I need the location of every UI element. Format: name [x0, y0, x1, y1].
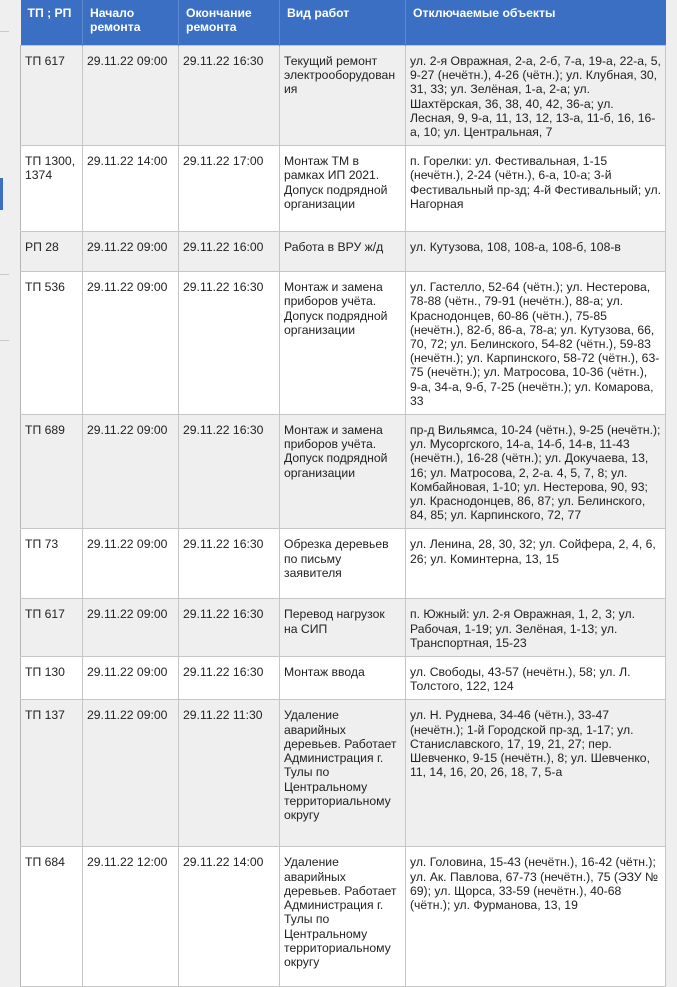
table-row [21, 146, 666, 232]
cell-start: 29.11.22 09:00 [83, 415, 179, 529]
cell-objects: ул. 2-я Овражная, 2-а, 2-б, 7-а, 19-а, 22-а, 5, 9-27 (нечётн.), 4-26 (чётн.); ул. Клубная, 30, 31, 33; ул. Зелёная, 1-а, 2-а; ул. Шахтёрская, 36, 38, 40, 42, 36-а; ул. Лесная, 9, 9-а, 11, 13, 12, 13-а, 11-б, 16, 16-а, 10; ул. Центральная, 7 [406, 46, 666, 146]
cell-objects: ул. Головина, 15-43 (нечётн.), 16-42 (чётн.); ул. Ак. Павлова, 67-73 (нечётн.), 75 (ЭЗУ № 69); ул. Щорса, 33-59 (нечётн.), 40-68 (чётн.); ул. Фурманова, 13, 19 [406, 847, 666, 987]
cell-station: ТП 73 [21, 529, 83, 599]
cell-objects: пр-д Вильямса, 10-24 (чётн.), 9-25 (нечётн.); ул. Мусоргского, 14-а, 14-б, 14-в, 11-43 (нечётн.), 16-28 (чётн.); ул. Докучаева, 13, 16; ул. Матросова, 2, 2-а. 4, 5, 7, 8; ул. Комбайновая, 1-10; ул. Нестерова, 90, 93; ул. Краснодонцев, 86, 87; ул. Белинского, 84, 85; ул. Карпинского, 72, 77 [406, 415, 666, 529]
cell-end: 29.11.22 16:30 [179, 657, 280, 700]
column-header-start: Начало ремонта [83, 0, 179, 46]
power-outage-schedule-table [20, 0, 666, 987]
column-header-work-type: Вид работ [280, 0, 406, 46]
cell-start: 29.11.22 09:00 [83, 232, 179, 272]
table-header [21, 0, 666, 46]
cell-station: ТП 617 [21, 46, 83, 146]
cell-objects: ул. Кутузова, 108, 108-а, 108-б, 108-в [406, 232, 666, 272]
table-row [21, 700, 666, 847]
cell-work-type: Перевод нагрузок на СИП [280, 599, 406, 657]
cell-work-type: Текущий ремонт электрооборудования [280, 46, 406, 146]
cell-station: РП 28 [21, 232, 83, 272]
cell-start: 29.11.22 09:00 [83, 529, 179, 599]
table-row [21, 46, 666, 146]
cell-station: ТП 689 [21, 415, 83, 529]
gutter-tick [0, 31, 9, 32]
cell-end: 29.11.22 16:30 [179, 529, 280, 599]
cell-start: 29.11.22 09:00 [83, 599, 179, 657]
cell-work-type: Монтаж ТМ в рамках ИП 2021. Допуск подрядной организации [280, 146, 406, 232]
gutter-tick [0, 340, 9, 341]
cell-work-type: Обрезка деревьев по письму заявителя [280, 529, 406, 599]
cell-work-type: Монтаж и замена приборов учёта. Допуск подрядной организации [280, 415, 406, 529]
cell-objects: ул. Гастелло, 52-64 (чётн.); ул. Нестерова, 78-88 (чётн., 79-91 (нечётн.), 88-а; ул. Краснодонцев, 60-86 (чётн.), 75-85 (нечётн.), 82-б, 86-а, 78-а; ул. Кутузова, 66, 70, 72; ул. Белинского, 54-82 (чётн.), 59-83 (нечётн.); ул. Карпинского, 58-72 (чётн.), 63-75 (нечётн.); ул. Матросова, 10-36 (чётн.), 9-а, 34-а, 9-б, 7-25 (нечётн.); ул. Комарова, 33 [406, 272, 666, 415]
column-header-end: Окончание ремонта [179, 0, 280, 46]
cell-end: 29.11.22 17:00 [179, 146, 280, 232]
scroll-position-marker[interactable] [0, 178, 3, 210]
cell-end: 29.11.22 11:30 [179, 700, 280, 847]
cell-end: 29.11.22 14:00 [179, 847, 280, 987]
cell-work-type: Монтаж ввода [280, 657, 406, 700]
column-header-objects: Отключаемые объекты [406, 0, 666, 46]
cell-work-type: Монтаж и замена приборов учёта. Допуск подрядной организации [280, 272, 406, 415]
column-header-station: ТП ; РП [21, 0, 83, 46]
cell-station: ТП 536 [21, 272, 83, 415]
cell-end: 29.11.22 16:00 [179, 232, 280, 272]
cell-start: 29.11.22 09:00 [83, 657, 179, 700]
cell-objects: п. Южный: ул. 2-я Овражная, 1, 2, 3; ул. Рабочая, 1-19; ул. Зелёная, 1-13; ул. Транспортная, 15-23 [406, 599, 666, 657]
cell-work-type: Работа в ВРУ ж/д [280, 232, 406, 272]
cell-start: 29.11.22 09:00 [83, 46, 179, 146]
cell-station: ТП 137 [21, 700, 83, 847]
table-row [21, 847, 666, 987]
table-row [21, 272, 666, 415]
cell-station: ТП 684 [21, 847, 83, 987]
cell-end: 29.11.22 16:30 [179, 272, 280, 415]
table-row [21, 232, 666, 272]
cell-station: ТП 1300, 1374 [21, 146, 83, 232]
cell-start: 29.11.22 14:00 [83, 146, 179, 232]
cell-start: 29.11.22 12:00 [83, 847, 179, 987]
cell-objects: ул. Свободы, 43-57 (нечётн.), 58; ул. Л. Толстого, 122, 124 [406, 657, 666, 700]
table-row [21, 599, 666, 657]
cell-objects: ул. Н. Руднева, 34-46 (чётн.), 33-47 (нечётн.); 1-й Городской пр-зд, 1-17; ул. Станиславского, 17, 19, 21, 27; пер. Шевченко, 9-15 (нечётн.), 8; ул. Шевченко, 11, 14, 16, 20, 26, 18, 7, 5-а [406, 700, 666, 847]
cell-objects: п. Горелки: ул. Фестивальная, 1-15 (нечётн.), 2-24 (чётн.), 6-а, 10-а; 3-й Фестивальный пр-зд; 4-й Фестивальный; ул. Нагорная [406, 146, 666, 232]
cell-end: 29.11.22 16:30 [179, 46, 280, 146]
table-row [21, 657, 666, 700]
cell-station: ТП 130 [21, 657, 83, 700]
gutter-tick [0, 274, 9, 275]
cell-objects: ул. Ленина, 28, 30, 32; ул. Сойфера, 2, 4, 6, 26; ул. Коминтерна, 13, 15 [406, 529, 666, 599]
cell-work-type: Удаление аварийных деревьев. Работает Администрация г. Тулы по Центральному территориальному округу [280, 700, 406, 847]
cell-end: 29.11.22 16:30 [179, 415, 280, 529]
cell-work-type: Удаление аварийных деревьев. Работает Администрация г. Тулы по Центральному территориальному округу [280, 847, 406, 987]
cell-end: 29.11.22 16:30 [179, 599, 280, 657]
table-row [21, 415, 666, 529]
cell-start: 29.11.22 09:00 [83, 700, 179, 847]
left-gutter [0, 0, 20, 913]
cell-station: ТП 617 [21, 599, 83, 657]
cell-start: 29.11.22 09:00 [83, 272, 179, 415]
table-row [21, 529, 666, 599]
